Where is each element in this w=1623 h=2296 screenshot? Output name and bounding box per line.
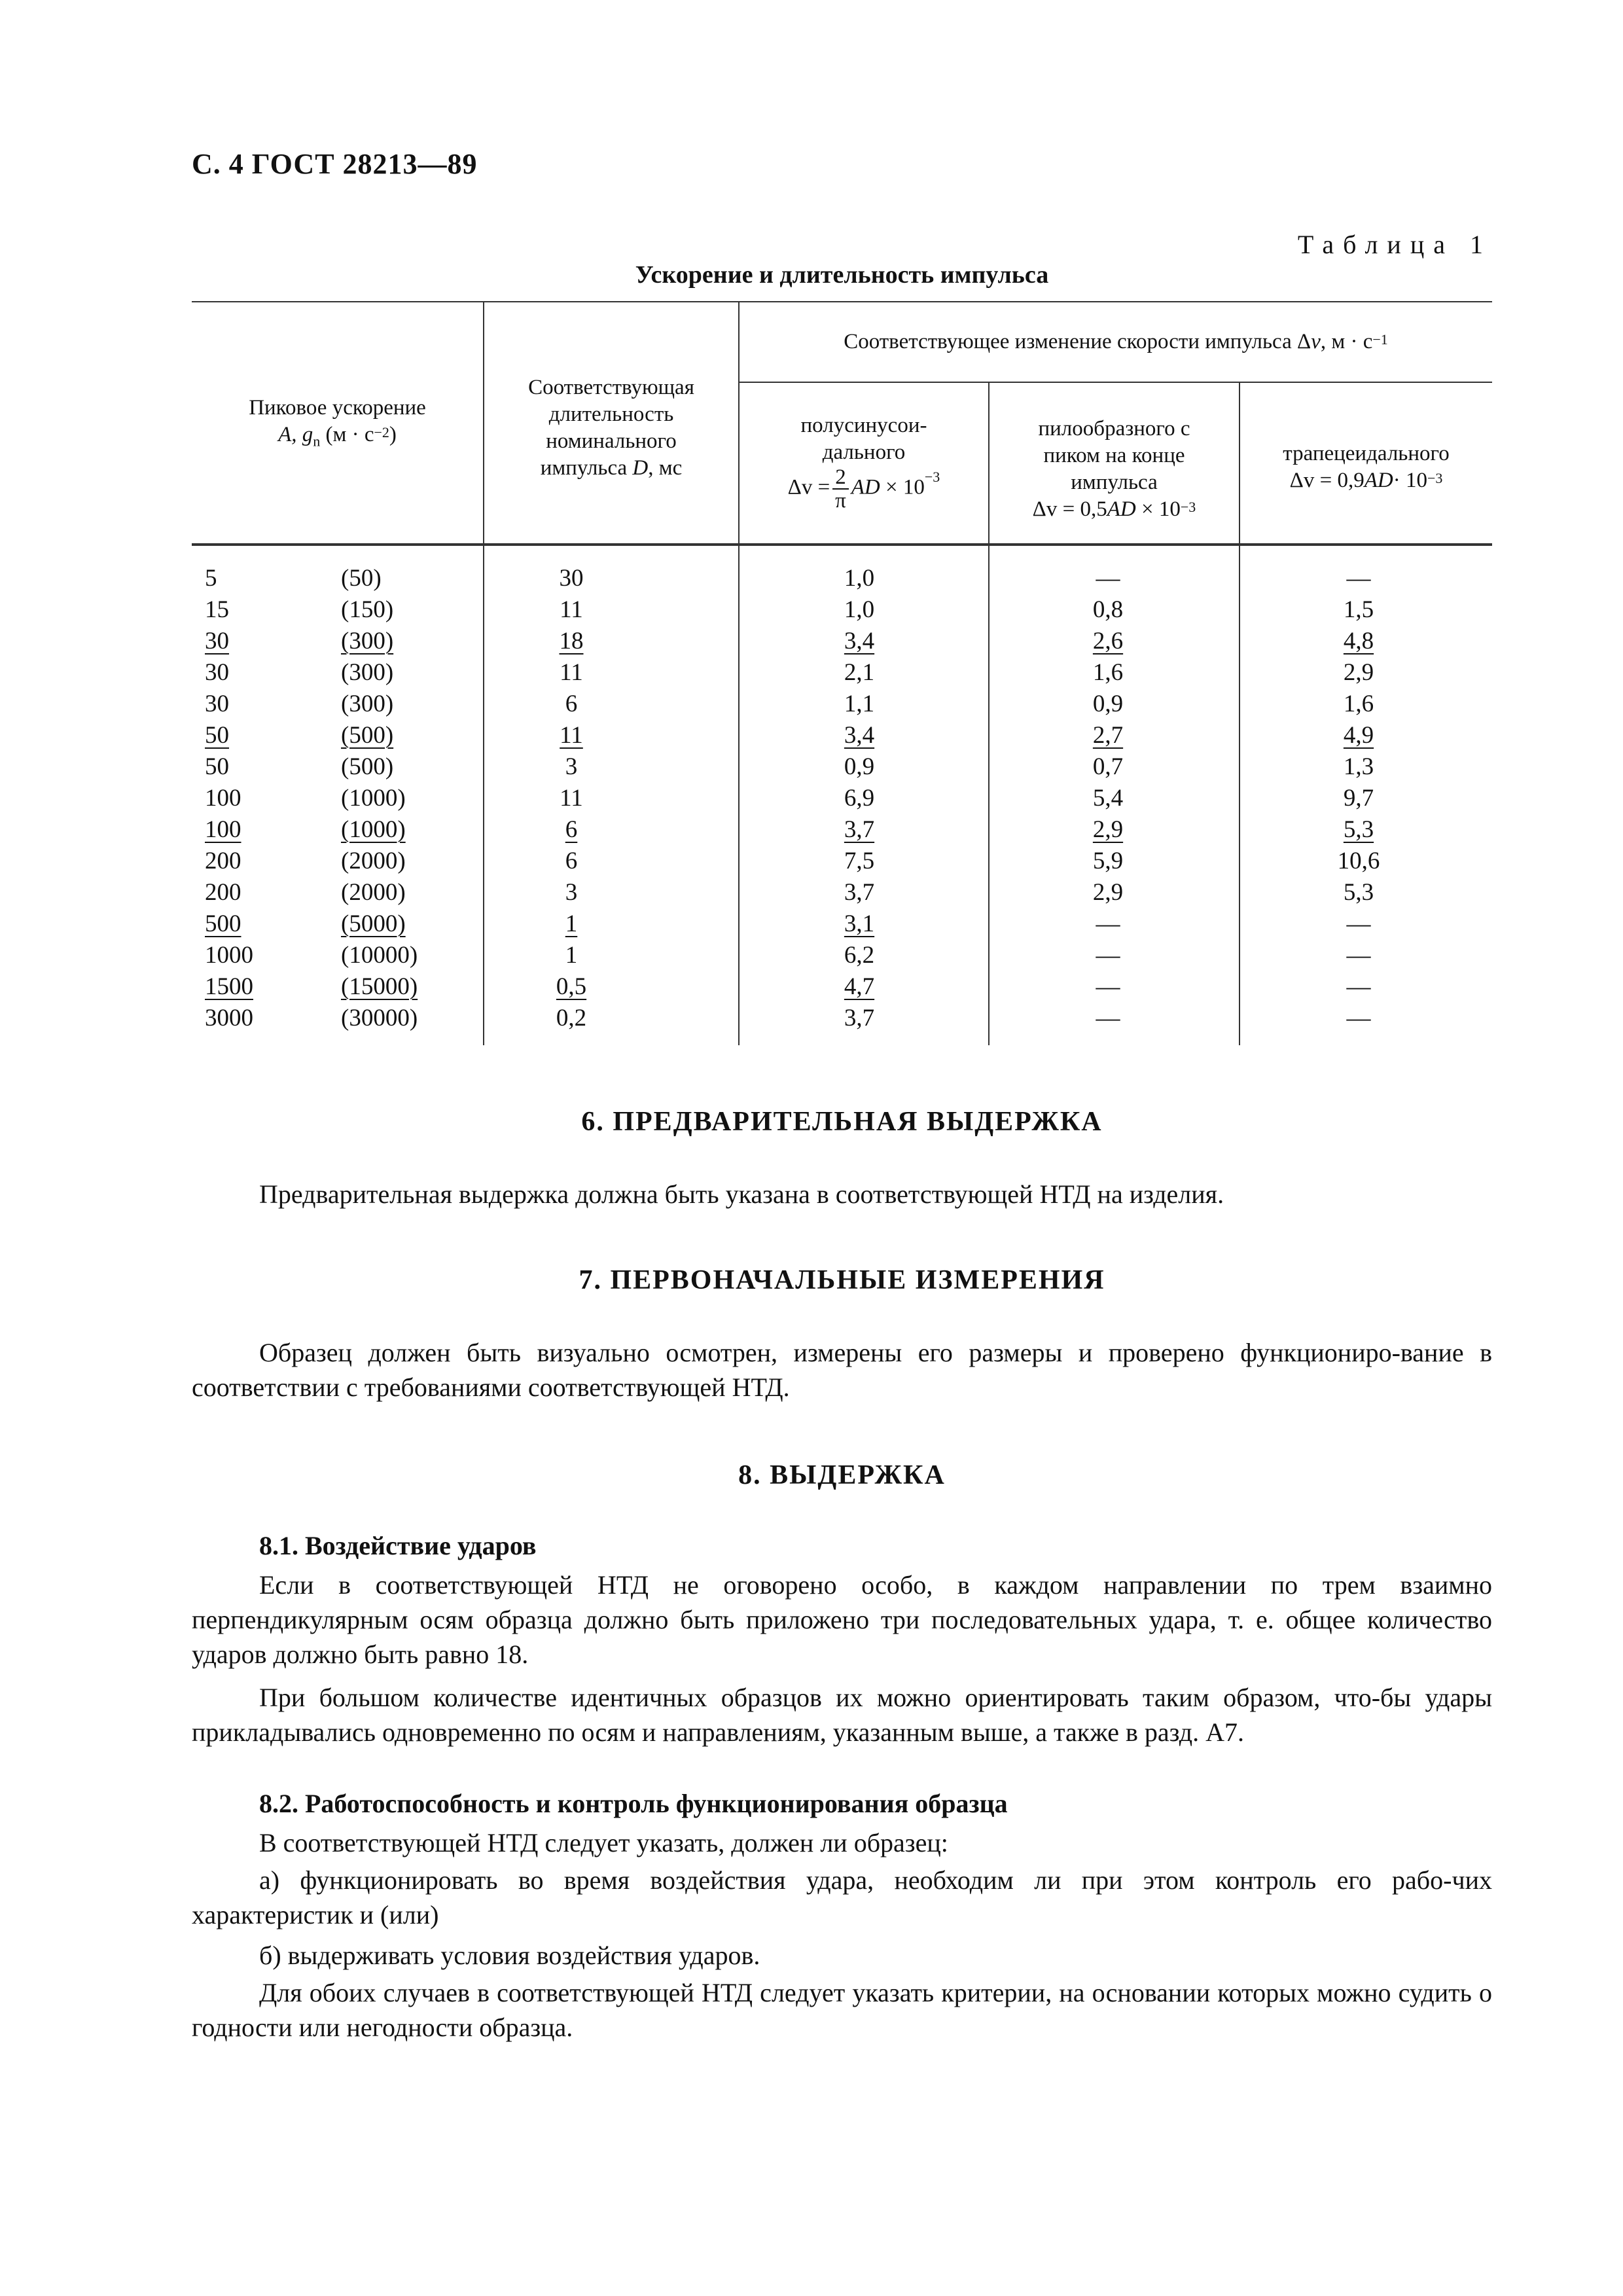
cell-sawtooth: 5,9: [1092, 848, 1124, 874]
cell-acceleration: 15: [205, 596, 229, 623]
header-formula: [1240, 467, 1492, 494]
cell-acceleration-g: (1000): [341, 785, 406, 812]
cell-acceleration: 200: [205, 848, 241, 874]
cell-acceleration: 100: [205, 816, 241, 843]
cell-sawtooth: —: [1096, 565, 1120, 592]
cell-sawtooth: —: [1096, 942, 1120, 969]
header-text: , мс: [648, 456, 683, 480]
cell-duration: 6: [565, 816, 578, 843]
header-text: v: [1311, 330, 1321, 353]
header-text: Соответствующее изменение скорости импульса Δ: [844, 330, 1311, 353]
cell-trapezoid: —: [1346, 942, 1371, 969]
cell-acceleration: 50: [205, 722, 229, 749]
cell-duration: 11: [560, 659, 583, 686]
fraction-numerator: 2: [832, 466, 849, 490]
header-superscript: −3: [924, 469, 940, 485]
header-text: дального: [822, 440, 906, 464]
cell-half-sine: 3,7: [844, 816, 875, 843]
cell-acceleration-g: (2000): [341, 848, 406, 874]
cell-duration: 0,5: [556, 973, 587, 1000]
header-text: ): [389, 423, 397, 446]
cell-acceleration-g: (30000): [341, 1005, 418, 1031]
cell-half-sine: 1,1: [844, 691, 875, 717]
cell-duration: 18: [559, 628, 584, 655]
table-group-rule: [738, 382, 1492, 383]
cell-half-sine: 1,0: [844, 565, 875, 592]
section-6-text: Предварительная выдержка должна быть указана в соответствующей НТД на изделия.: [259, 1179, 1224, 1209]
cell-acceleration-g: (10000): [341, 942, 418, 969]
cell-duration: 3: [565, 879, 578, 906]
cell-half-sine: 0,9: [844, 753, 875, 780]
cell-duration: 11: [560, 596, 583, 623]
cell-duration: 0,2: [556, 1005, 587, 1031]
header-superscript: −3: [1427, 470, 1443, 486]
cell-half-sine: 3,7: [844, 879, 875, 906]
header-text: [192, 422, 483, 455]
header-text: полусинусои-: [800, 414, 927, 437]
cell-trapezoid: 5,3: [1343, 879, 1374, 906]
header-half-sine: [740, 412, 988, 512]
table-row: [192, 783, 1492, 814]
header-text: Δv = 0,9: [1289, 469, 1364, 492]
cell-trapezoid: 4,9: [1343, 722, 1374, 749]
cell-acceleration: 1500: [205, 973, 253, 1000]
header-superscript: −1: [1372, 331, 1388, 348]
cell-acceleration-g: (2000): [341, 879, 406, 906]
section-6-heading: 6. ПРЕДВАРИТЕЛЬНАЯ ВЫДЕРЖКА: [581, 1107, 1103, 1137]
header-text: Δv =: [787, 475, 830, 499]
section-8-2-paragraph: В соответствующей НТД следует указать, должен ли образец:: [259, 1828, 948, 1857]
cell-sawtooth: 1,6: [1092, 659, 1124, 686]
cell-duration: 6: [565, 848, 578, 874]
cell-half-sine: 6,9: [844, 785, 875, 812]
table-row: [192, 657, 1492, 689]
cell-acceleration: 1000: [205, 942, 253, 969]
cell-trapezoid: —: [1346, 973, 1371, 1000]
cell-acceleration: 500: [205, 910, 241, 937]
cell-trapezoid: 5,3: [1343, 816, 1374, 843]
cell-duration: 3: [565, 753, 578, 780]
section-8-2-item-b: б) выдерживать условия воздействия ударов.: [259, 1941, 760, 1970]
cell-trapezoid: 4,8: [1343, 628, 1374, 655]
cell-half-sine: 4,7: [844, 973, 875, 1000]
header-text: длительность: [548, 403, 674, 426]
table-row: [192, 971, 1492, 1003]
cell-acceleration: 200: [205, 879, 241, 906]
cell-trapezoid: —: [1346, 1005, 1371, 1031]
header-text: , м · с: [1320, 330, 1373, 353]
cell-sawtooth: 0,9: [1092, 691, 1124, 717]
cell-acceleration-g: (15000): [341, 973, 418, 1000]
cell-sawtooth: —: [1096, 910, 1120, 937]
cell-acceleration: 3000: [205, 1005, 253, 1031]
cell-half-sine: 1,0: [844, 596, 875, 623]
header-text: номинального: [546, 429, 677, 453]
fraction-denominator: π: [835, 489, 846, 512]
cell-duration: 1: [565, 942, 578, 969]
cell-sawtooth: 0,7: [1092, 753, 1124, 780]
table-row: [192, 1003, 1492, 1034]
table-title: Ускорение и длительность импульса: [635, 261, 1049, 289]
header-text: AD: [851, 475, 880, 499]
header-text: Δv = 0,5: [1032, 497, 1107, 521]
cell-half-sine: 2,1: [844, 659, 875, 686]
cell-sawtooth: 0,8: [1092, 596, 1124, 623]
cell-half-sine: 3,1: [844, 910, 875, 937]
cell-acceleration-g: (500): [341, 753, 394, 780]
cell-half-sine: 3,7: [844, 1005, 875, 1031]
page-header: С. 4 ГОСТ 28213—89: [192, 148, 478, 180]
header-sawtooth: [990, 416, 1239, 523]
cell-duration: 30: [559, 565, 584, 592]
header-formula: [740, 466, 988, 512]
header-text: пиком на конце: [1043, 444, 1185, 467]
cell-trapezoid: 1,6: [1343, 691, 1374, 717]
table-row: [192, 846, 1492, 877]
cell-duration: 11: [560, 785, 583, 812]
cell-acceleration-g: (300): [341, 659, 394, 686]
header-velocity-change-group: [740, 329, 1492, 355]
table-row: [192, 814, 1492, 846]
table-row: [192, 877, 1492, 908]
header-superscript: −2: [374, 424, 389, 440]
table-row: [192, 594, 1492, 626]
table-row: [192, 689, 1492, 720]
section-8-2-paragraph: Для обоих случаев в соответствующей НТД следует указать критерии, на основании которых можно судить о годности или негодности образца.: [192, 1978, 1492, 2042]
cell-duration: 11: [560, 722, 583, 749]
cell-acceleration: 30: [205, 628, 229, 655]
section-8-1-paragraph: Если в соответствующей НТД не оговорено особо, в каждом направлении по трем взаимно перпендикулярным осям образца должно быть приложено три последовательных удара, т. е. общее количество ударов должно быть равно 18.: [192, 1570, 1492, 1669]
header-text: пилообразного с: [1038, 417, 1190, 440]
cell-sawtooth: —: [1096, 1005, 1120, 1031]
cell-acceleration-g: (50): [341, 565, 382, 592]
cell-half-sine: 3,4: [844, 722, 875, 749]
cell-duration: 6: [565, 691, 578, 717]
header-superscript: −3: [1180, 499, 1196, 515]
header-text: (м · с: [320, 423, 374, 446]
cell-trapezoid: —: [1346, 565, 1371, 592]
cell-trapezoid: 1,3: [1343, 753, 1374, 780]
cell-trapezoid: 10,6: [1337, 848, 1380, 874]
header-text: трапецеидального: [1283, 442, 1450, 465]
header-text: A, g: [278, 423, 313, 446]
header-subscript: n: [313, 433, 321, 450]
cell-sawtooth: 2,9: [1092, 816, 1124, 843]
header-text: Пиковое ускорение: [249, 396, 426, 420]
table-row: [192, 563, 1492, 594]
header-text: AD: [1107, 497, 1136, 521]
fraction: [832, 466, 849, 512]
cell-acceleration-g: (300): [341, 691, 394, 717]
cell-trapezoid: 9,7: [1343, 785, 1374, 812]
cell-trapezoid: —: [1346, 910, 1371, 937]
cell-acceleration-g: (300): [341, 628, 394, 655]
cell-acceleration: 5: [205, 565, 217, 592]
section-8-1-heading: 8.1. Воздействие ударов: [259, 1531, 537, 1560]
data-table: [192, 298, 1492, 1045]
table-row: [192, 720, 1492, 751]
cell-duration: 1: [565, 910, 578, 937]
header-text: импульса: [1071, 471, 1158, 494]
cell-acceleration: 100: [205, 785, 241, 812]
section-8-1-paragraph: При большом количестве идентичных образцов их можно ориентировать таким образом, что-бы удары прикладывались одновременно по осям и направлениям, указанным выше, а также в разд. А7.: [192, 1683, 1492, 1747]
cell-acceleration: 30: [205, 659, 229, 686]
cell-sawtooth: 2,7: [1092, 722, 1124, 749]
table-row: [192, 751, 1492, 783]
section-8-heading: 8. ВЫДЕРЖКА: [738, 1460, 946, 1490]
header-text: × 10: [880, 475, 925, 499]
header-text: импульса: [540, 456, 633, 480]
header-text: · 10: [1393, 469, 1427, 492]
cell-sawtooth: —: [1096, 973, 1120, 1000]
cell-acceleration-g: (500): [341, 722, 394, 749]
cell-half-sine: 6,2: [844, 942, 875, 969]
table-row: [192, 908, 1492, 940]
header-text: AD: [1364, 469, 1393, 492]
header-text: Соответствующая: [528, 376, 694, 399]
header-text: [484, 455, 738, 482]
section-8-2-heading: 8.2. Работоспособность и контроль функционирования образца: [259, 1789, 1008, 1818]
cell-acceleration: 30: [205, 691, 229, 717]
header-duration: [484, 374, 738, 482]
cell-trapezoid: 2,9: [1343, 659, 1374, 686]
cell-sawtooth: 2,9: [1092, 879, 1124, 906]
cell-acceleration: 50: [205, 753, 229, 780]
cell-acceleration-g: (150): [341, 596, 394, 623]
cell-trapezoid: 1,5: [1343, 596, 1374, 623]
section-7-text: Образец должен быть визуально осмотрен, измерены его размеры и проверено функциониро-вание в соответствии с требованиями соответствующей НТД.: [192, 1338, 1492, 1402]
cell-acceleration-g: (5000): [341, 910, 406, 937]
cell-half-sine: 7,5: [844, 848, 875, 874]
table-number: Таблица 1: [1297, 230, 1492, 259]
table-header-rule: [192, 543, 1492, 546]
header-text: × 10: [1135, 497, 1181, 521]
table-top-rule: [192, 301, 1492, 302]
section-7-heading: 7. ПЕРВОНАЧАЛЬНЫЕ ИЗМЕРЕНИЯ: [579, 1265, 1105, 1295]
table-row: [192, 940, 1492, 971]
header-peak-acceleration: [192, 395, 483, 455]
cell-sawtooth: 2,6: [1092, 628, 1124, 655]
table-row: [192, 626, 1492, 657]
header-formula: [990, 496, 1239, 523]
cell-acceleration-g: (1000): [341, 816, 406, 843]
cell-half-sine: 3,4: [844, 628, 875, 655]
section-8-2-item-a: а) функционировать во время воздействия удара, необходим ли при этом контроль его рабо-чих характеристик и (или): [192, 1865, 1492, 1929]
header-trapezoid: [1240, 440, 1492, 494]
cell-sawtooth: 5,4: [1092, 785, 1124, 812]
header-text: D: [632, 456, 649, 480]
